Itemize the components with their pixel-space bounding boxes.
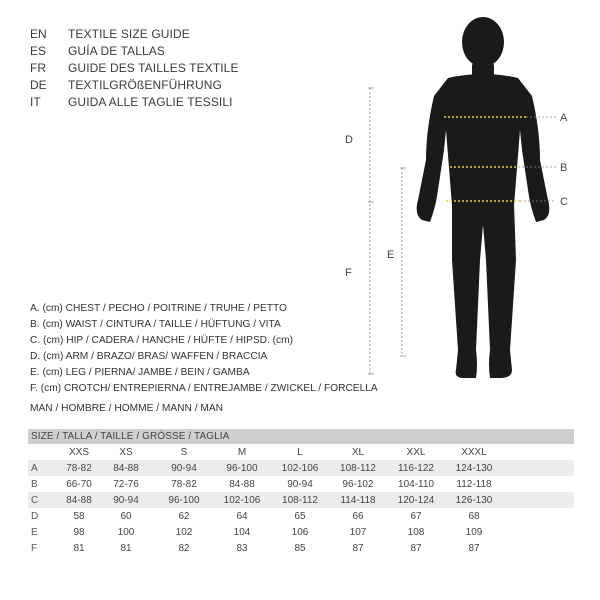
table-cell: 90-94 [113, 494, 139, 506]
table-cell: 124-130 [455, 462, 493, 474]
size-name: L [297, 446, 303, 458]
size-names-row [28, 444, 574, 460]
row-label: C [31, 494, 39, 506]
language-row-it [30, 93, 239, 110]
label-c: C [560, 196, 568, 208]
table-cell: 87 [468, 542, 480, 554]
measurement-legend [30, 300, 378, 396]
table-cell: 60 [120, 510, 132, 522]
table-cell: 82 [178, 542, 190, 554]
table-cell: 85 [294, 542, 306, 554]
table-cell: 87 [352, 542, 364, 554]
table-cell: 96-100 [168, 494, 200, 506]
table-cell: 84-88 [229, 478, 255, 490]
label-d: D [345, 134, 353, 146]
table-cell: 78-82 [66, 462, 92, 474]
table-cell: 96-102 [342, 478, 374, 490]
language-title: GUIDA ALLE TAGLIE TESSILI [68, 94, 233, 109]
man-silhouette [417, 17, 550, 378]
language-title: GUÍA DE TALLAS [68, 43, 165, 58]
table-cell: 58 [73, 510, 85, 522]
table-cell: 114-118 [340, 494, 376, 506]
table-cell: 108-112 [282, 494, 318, 506]
table-row [28, 540, 574, 556]
table-cell: 102 [175, 526, 193, 538]
language-row-en [30, 25, 239, 42]
size-name: M [237, 446, 247, 458]
table-cell: 87 [410, 542, 422, 554]
table-cell: 72-76 [113, 478, 139, 490]
gender-label: MAN / HOMBRE / HOMME / MANN / MAN [30, 403, 224, 414]
table-cell: 65 [294, 510, 306, 522]
table-cell: 64 [236, 510, 248, 522]
measurement-item: F. (cm) CROTCH/ ENTREPIERNA / ENTREJAMBE / ZWICKEL / FORCELLA [30, 382, 378, 394]
language-title: TEXTILE SIZE GUIDE [68, 26, 190, 41]
table-cell: 112-118 [456, 478, 492, 490]
table-row [28, 508, 574, 524]
table-cell: 108-112 [340, 462, 376, 474]
size-name: XXL [406, 446, 426, 458]
table-cell: 78-82 [171, 478, 197, 490]
measurement-item: A. (cm) CHEST / PECHO / POITRINE / TRUHE / PETTO [30, 302, 287, 314]
table-cell: 62 [178, 510, 190, 522]
table-cell: 109 [465, 526, 483, 538]
table-cell: 68 [468, 510, 480, 522]
row-label: A [31, 462, 38, 474]
table-cell: 66-70 [66, 478, 92, 490]
table-cell: 126-130 [455, 494, 493, 506]
language-code: EN [30, 26, 47, 41]
language-code: DE [30, 77, 47, 92]
table-row [28, 524, 574, 540]
language-row-es [30, 42, 239, 59]
row-label: D [31, 510, 39, 522]
language-title: GUIDE DES TAILLES TEXTILE [68, 60, 239, 75]
table-row [28, 476, 574, 492]
table-cell: 104-110 [398, 478, 434, 490]
language-code: FR [30, 60, 46, 75]
table-cell: 90-94 [287, 478, 313, 490]
language-code: ES [30, 43, 47, 58]
size-name: S [180, 446, 188, 458]
size-name: XXS [68, 446, 89, 458]
measurement-item: D. (cm) ARM / BRAZO/ BRAS/ WAFFEN / BRACCIA [30, 350, 268, 362]
label-a: A [560, 112, 568, 124]
table-row [28, 492, 574, 508]
table-cell: 106 [291, 526, 309, 538]
measurement-item: B. (cm) WAIST / CINTURA / TAILLE / HÜFTUNG / VITA [30, 318, 281, 330]
label-e: E [387, 249, 395, 261]
table-cell: 102-106 [281, 462, 319, 474]
label-f: F [345, 267, 352, 279]
table-cell: 104 [233, 526, 251, 538]
table-cell: 96-100 [226, 462, 258, 474]
table-cell: 84-88 [113, 462, 139, 474]
size-name: XXXL [461, 446, 487, 458]
size-table-header: SIZE / TALLA / TAILLE / GRÖSSE / TAGLIA [28, 429, 574, 444]
language-title: TEXTILGRÖßENFÜHRUNG [68, 77, 222, 92]
table-cell: 67 [410, 510, 422, 522]
row-label: E [31, 526, 38, 538]
table-cell: 83 [236, 542, 248, 554]
table-cell: 66 [352, 510, 364, 522]
size-table [28, 429, 574, 556]
table-row [28, 460, 574, 476]
language-row-fr [30, 59, 239, 76]
table-cell: 81 [73, 542, 85, 554]
size-name: XL [351, 446, 365, 458]
table-cell: 100 [117, 526, 135, 538]
table-cell: 90-94 [171, 462, 197, 474]
table-cell: 102-106 [223, 494, 261, 506]
label-b: B [560, 162, 568, 174]
size-name: XS [119, 446, 133, 458]
language-row-de [30, 76, 239, 93]
row-label: F [31, 542, 38, 554]
table-cell: 81 [120, 542, 132, 554]
table-cell: 120-124 [397, 494, 435, 506]
measurement-item: C. (cm) HIP / CADERA / HANCHE / HÜFTE / HIPSD. (cm) [30, 334, 294, 346]
table-cell: 98 [73, 526, 85, 538]
language-code: IT [30, 94, 41, 109]
row-label: B [31, 478, 38, 490]
table-cell: 116-122 [398, 462, 434, 474]
language-title-list [30, 25, 239, 110]
table-cell: 84-88 [66, 494, 92, 506]
measurement-item: E. (cm) LEG / PIERNA/ JAMBE / BEIN / GAMBA [30, 366, 250, 378]
table-cell: 108 [407, 526, 425, 538]
table-cell: 107 [349, 526, 367, 538]
